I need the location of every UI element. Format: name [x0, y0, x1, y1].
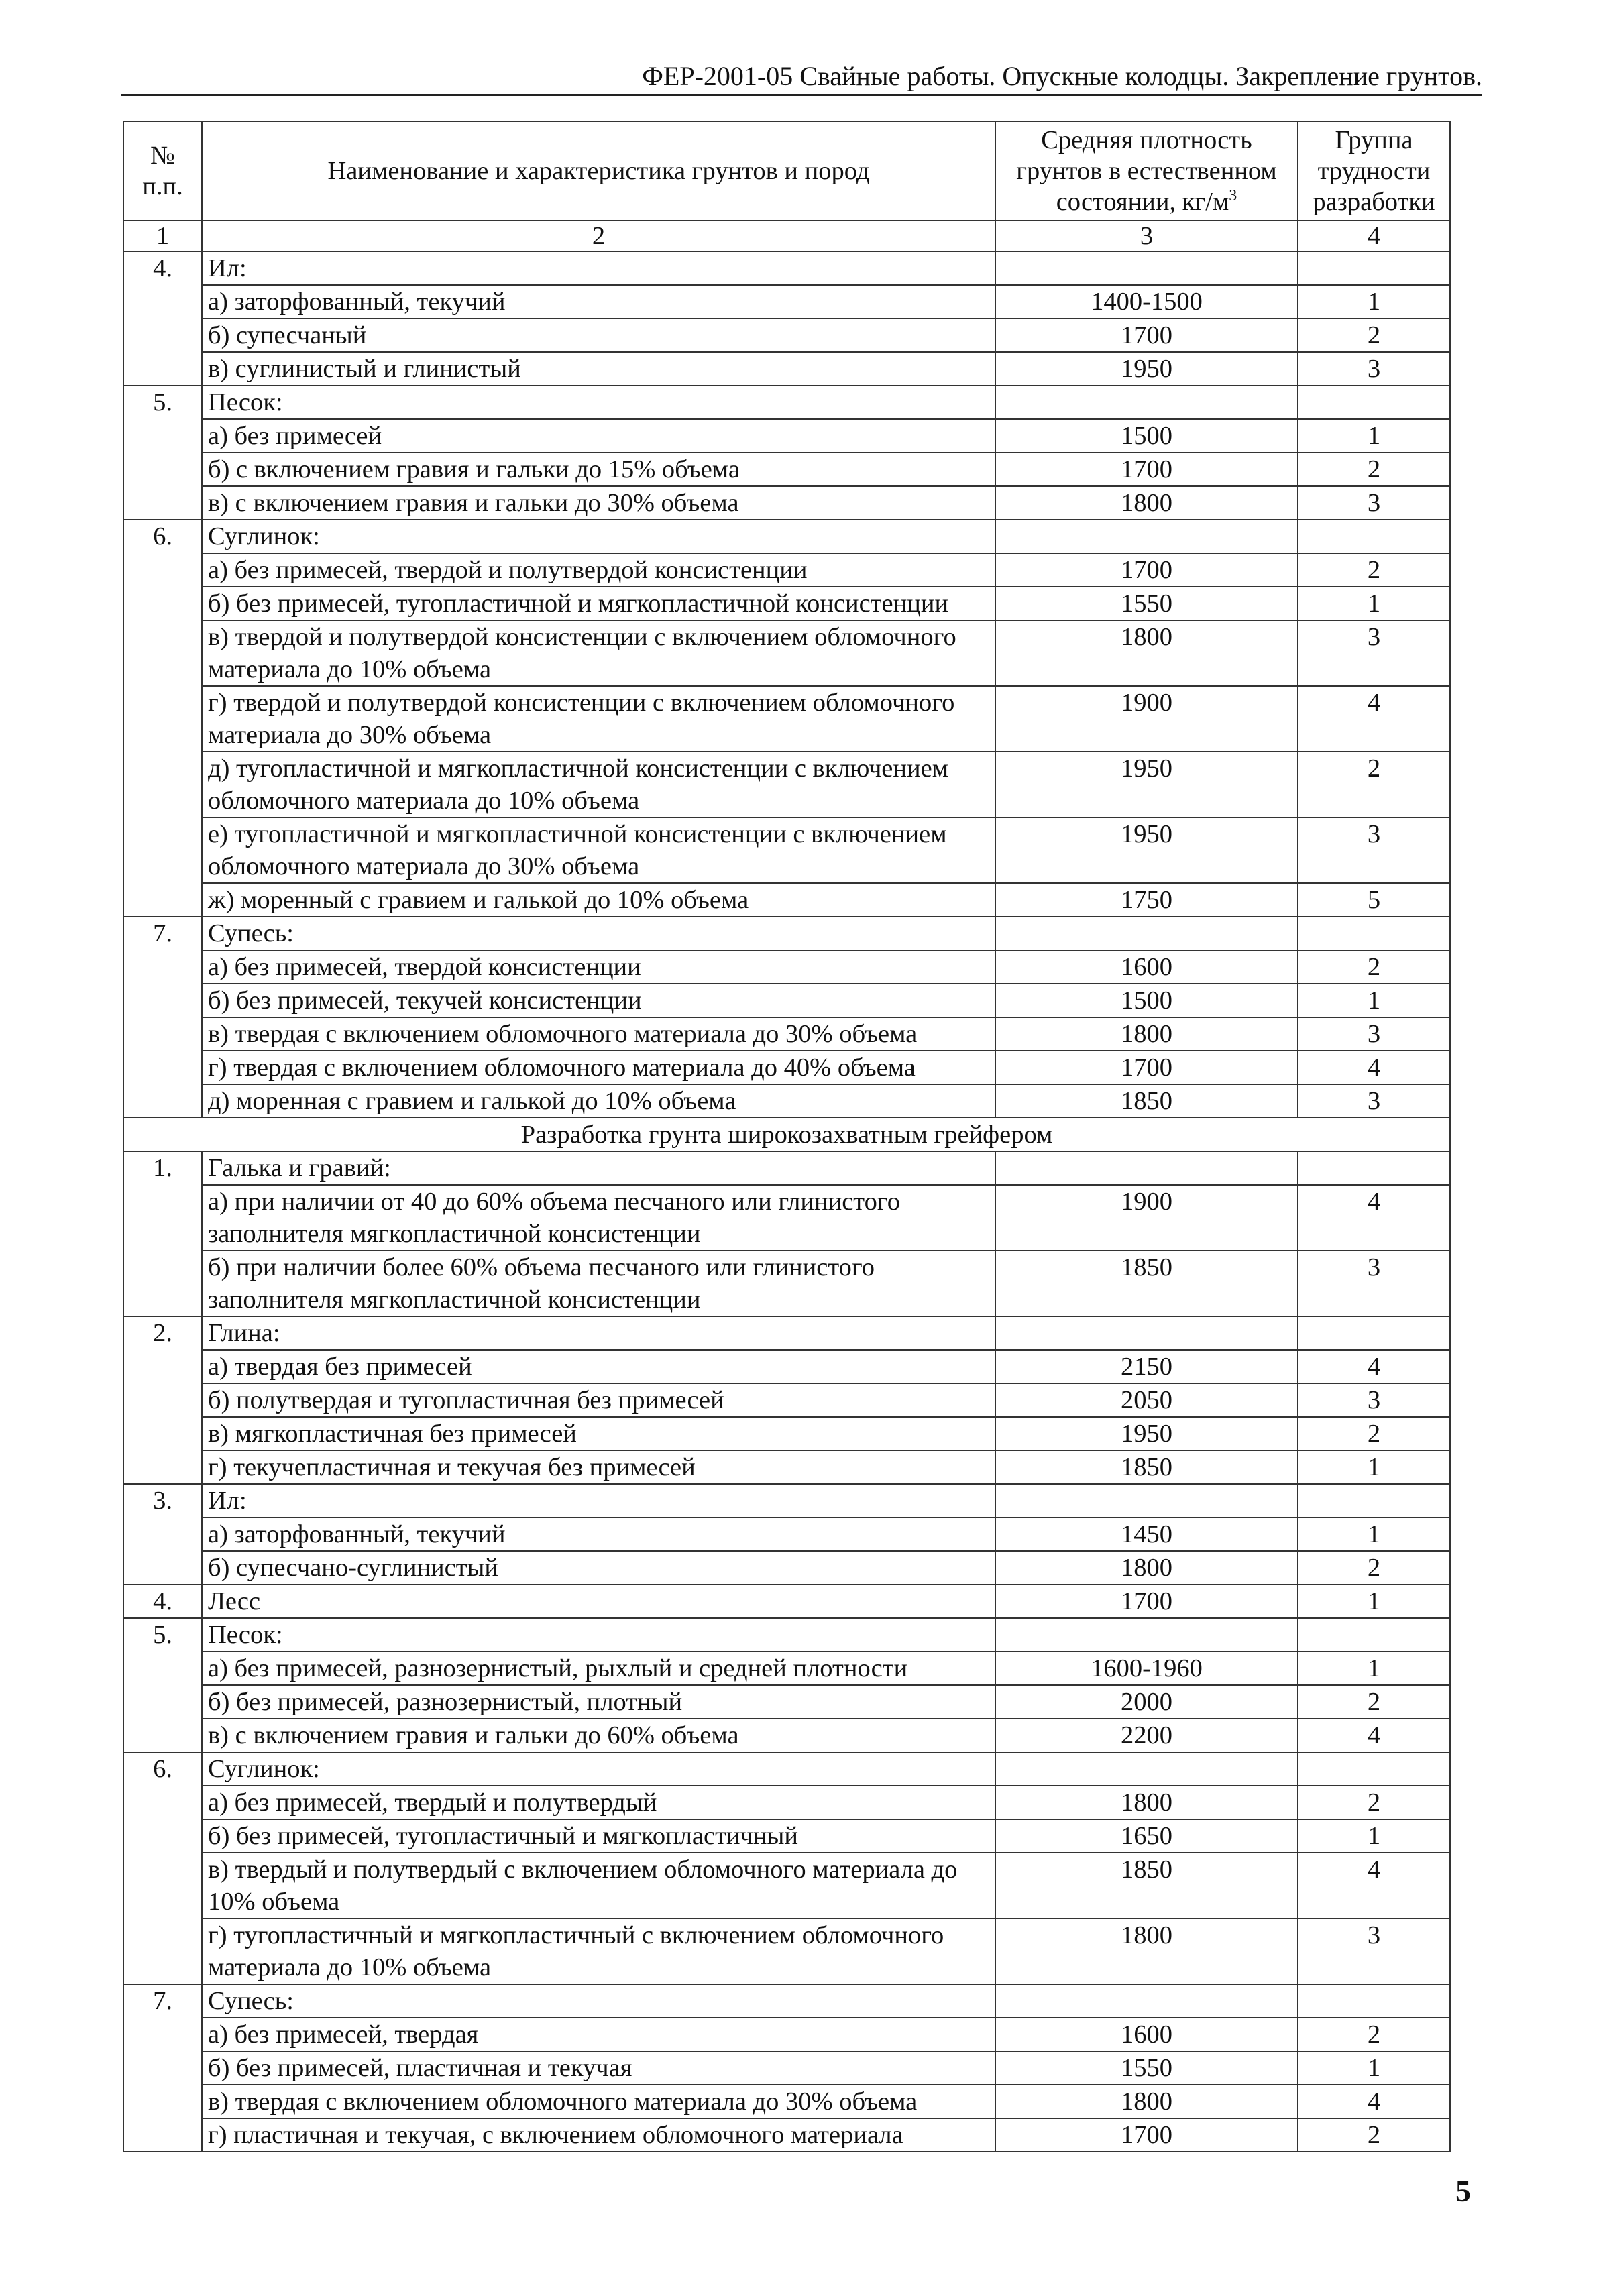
- group-title: Супесь:: [202, 1984, 995, 2018]
- table-body-part2: [123, 1151, 1450, 2152]
- table-row: [123, 950, 1450, 984]
- soil-table: [123, 121, 1451, 2152]
- density-cell: 1400-1500: [995, 285, 1298, 319]
- group-title-row: [123, 251, 1450, 285]
- table-row: [123, 2118, 1450, 2152]
- group-cell: 3: [1298, 620, 1450, 686]
- group-cell: 2: [1298, 553, 1450, 587]
- group-cell: [1298, 1618, 1450, 1652]
- group-title: Лесс: [202, 1585, 995, 1618]
- table-row: [123, 1017, 1450, 1051]
- section-title-row: [123, 1118, 1450, 1151]
- table-row: [123, 1652, 1450, 1685]
- group-cell: 4: [1298, 1051, 1450, 1084]
- table-row: [123, 1719, 1450, 1752]
- density-cell: [995, 917, 1298, 950]
- density-cell: 1800: [995, 620, 1298, 686]
- density-cell: [995, 1984, 1298, 2018]
- density-cell: 1800: [995, 1017, 1298, 1051]
- group-cell: 4: [1298, 2085, 1450, 2118]
- group-cell: 3: [1298, 1251, 1450, 1316]
- group-title: Песок:: [202, 386, 995, 419]
- group-cell: 4: [1298, 1719, 1450, 1752]
- group-cell: 1: [1298, 1450, 1450, 1484]
- density-cell: 1600: [995, 950, 1298, 984]
- group-cell: 2: [1298, 1685, 1450, 1719]
- density-cell: 2050: [995, 1383, 1298, 1417]
- item-number: 3.: [123, 1484, 202, 1585]
- table-row: [123, 1251, 1450, 1316]
- table-row: [123, 2018, 1450, 2051]
- column-number: 4: [1298, 221, 1450, 251]
- density-cell: 1500: [995, 419, 1298, 453]
- density-cell: [995, 386, 1298, 419]
- group-title: Глина:: [202, 1316, 995, 1350]
- group-cell: 3: [1298, 1918, 1450, 1984]
- group-cell: 2: [1298, 1551, 1450, 1585]
- group-title-row: [123, 917, 1450, 950]
- col-header-group: Группа трудности разработки: [1298, 121, 1450, 221]
- soil-description: в) твердый и полутвердый с включением обломочного материала до 10% объема: [202, 1853, 995, 1918]
- soil-description: б) без примесей, текучей консистенции: [202, 984, 995, 1017]
- table-row: [123, 1786, 1450, 1819]
- soil-description: д) моренная с гравием и галькой до 10% объема: [202, 1084, 995, 1118]
- density-cell: 1900: [995, 686, 1298, 752]
- soil-description: в) суглинистый и глинистый: [202, 352, 995, 386]
- group-cell: [1298, 1316, 1450, 1350]
- soil-description: в) твердой и полутвердой консистенции с включением обломочного материала до 10% объема: [202, 620, 995, 686]
- soil-description: б) без примесей, разнозернистый, плотный: [202, 1685, 995, 1719]
- soil-description: в) с включением гравия и гальки до 30% объема: [202, 486, 995, 520]
- group-title: Галька и гравий:: [202, 1151, 995, 1185]
- table-row: [123, 2085, 1450, 2118]
- group-cell: 1: [1298, 1585, 1450, 1618]
- group-cell: [1298, 1151, 1450, 1185]
- soil-description: а) без примесей, твердой и полутвердой консистенции: [202, 553, 995, 587]
- table-row: [123, 453, 1450, 486]
- table-row: [123, 686, 1450, 752]
- density-cell: 2200: [995, 1719, 1298, 1752]
- group-cell: 4: [1298, 686, 1450, 752]
- page-header: ФЕР-2001-05 Свайные работы. Опускные колодцы. Закрепление грунтов.: [642, 61, 1482, 91]
- density-cell: 1800: [995, 1786, 1298, 1819]
- group-title-row: [123, 1151, 1450, 1185]
- item-number: 6.: [123, 520, 202, 917]
- soil-description: в) мягкопластичная без примесей: [202, 1417, 995, 1450]
- density-cell: 1900: [995, 1185, 1298, 1251]
- col-header-density-text: Средняя плотность грунтов в естественном состоянии, кг/м: [1016, 126, 1277, 216]
- table-row: [123, 419, 1450, 453]
- density-cell: 1450: [995, 1517, 1298, 1551]
- soil-description: е) тугопластичной и мягкопластичной консистенции с включением обломочного материала до 30% объема: [202, 817, 995, 883]
- table-row: [123, 1383, 1450, 1417]
- soil-description: г) твердой и полутвердой консистенции с включением обломочного материала до 30% объема: [202, 686, 995, 752]
- col-header-num: № п.п.: [123, 121, 202, 221]
- table-header-row: [123, 121, 1450, 221]
- density-cell: 1600-1960: [995, 1652, 1298, 1685]
- table-row: [123, 352, 1450, 386]
- group-title-row: [123, 1585, 1450, 1618]
- density-cell: [995, 1316, 1298, 1350]
- table-row: [123, 1185, 1450, 1251]
- table-row: [123, 1819, 1450, 1853]
- table-row: [123, 752, 1450, 817]
- density-cell: 1800: [995, 1918, 1298, 1984]
- density-cell: 1700: [995, 319, 1298, 352]
- group-title-row: [123, 1618, 1450, 1652]
- density-cell: 1950: [995, 817, 1298, 883]
- group-cell: 1: [1298, 1517, 1450, 1551]
- density-cell: 1700: [995, 1051, 1298, 1084]
- table-row: [123, 1051, 1450, 1084]
- density-cell: 1700: [995, 553, 1298, 587]
- density-cell: 1800: [995, 1551, 1298, 1585]
- column-number: 3: [995, 221, 1298, 251]
- soil-description: б) без примесей, тугопластичной и мягкопластичной консистенции: [202, 587, 995, 620]
- density-cell: 1950: [995, 1417, 1298, 1450]
- soil-description: б) супесчано-суглинистый: [202, 1551, 995, 1585]
- density-cell: 1750: [995, 883, 1298, 917]
- group-cell: 3: [1298, 1383, 1450, 1417]
- group-cell: [1298, 520, 1450, 553]
- group-cell: 1: [1298, 1819, 1450, 1853]
- density-cell: [995, 251, 1298, 285]
- group-cell: 5: [1298, 883, 1450, 917]
- group-cell: 4: [1298, 1185, 1450, 1251]
- group-cell: 2: [1298, 2018, 1450, 2051]
- soil-description: а) без примесей, разнозернистый, рыхлый и средней плотности: [202, 1652, 995, 1685]
- soil-description: в) твердая с включением обломочного материала до 30% объема: [202, 1017, 995, 1051]
- table-row: [123, 1084, 1450, 1118]
- soil-description: а) без примесей, твердый и полутвердый: [202, 1786, 995, 1819]
- table-row: [123, 883, 1450, 917]
- soil-description: а) без примесей: [202, 419, 995, 453]
- group-cell: 2: [1298, 1417, 1450, 1450]
- group-cell: [1298, 1752, 1450, 1786]
- density-cell: 1800: [995, 486, 1298, 520]
- header-rule: [121, 94, 1482, 96]
- table-body-part1: [123, 251, 1450, 1118]
- group-cell: 1: [1298, 587, 1450, 620]
- table-row: [123, 319, 1450, 352]
- item-number: 1.: [123, 1151, 202, 1316]
- group-title: Суглинок:: [202, 520, 995, 553]
- group-cell: 1: [1298, 2051, 1450, 2085]
- item-number: 7.: [123, 917, 202, 1118]
- group-cell: 2: [1298, 752, 1450, 817]
- item-number: 7.: [123, 1984, 202, 2152]
- density-cell: [995, 1618, 1298, 1652]
- table-row: [123, 620, 1450, 686]
- table-row: [123, 1417, 1450, 1450]
- density-cell: 1550: [995, 2051, 1298, 2085]
- soil-description: б) полутвердая и тугопластичная без примесей: [202, 1383, 995, 1417]
- table-row: [123, 1551, 1450, 1585]
- table-row: [123, 486, 1450, 520]
- soil-description: б) с включением гравия и гальки до 15% объема: [202, 453, 995, 486]
- table-row: [123, 1450, 1450, 1484]
- group-cell: [1298, 917, 1450, 950]
- col-header-density-unit-exponent: 3: [1229, 187, 1237, 205]
- section-title: Разработка грунта широкозахватным грейфером: [123, 1118, 1450, 1151]
- table-row: [123, 1350, 1450, 1383]
- table-row: [123, 984, 1450, 1017]
- soil-description: а) заторфованный, текучий: [202, 285, 995, 319]
- group-title-row: [123, 386, 1450, 419]
- item-number: 5.: [123, 1618, 202, 1752]
- group-cell: 2: [1298, 2118, 1450, 2152]
- soil-description: б) без примесей, тугопластичный и мягкопластичный: [202, 1819, 995, 1853]
- group-cell: 1: [1298, 1652, 1450, 1685]
- item-number: 4.: [123, 251, 202, 386]
- density-cell: 1800: [995, 2085, 1298, 2118]
- group-title-row: [123, 1752, 1450, 1786]
- soil-description: ж) моренный с гравием и галькой до 10% объема: [202, 883, 995, 917]
- density-cell: 1950: [995, 352, 1298, 386]
- density-cell: 1550: [995, 587, 1298, 620]
- density-cell: 1500: [995, 984, 1298, 1017]
- group-cell: [1298, 1984, 1450, 2018]
- group-title: Супесь:: [202, 917, 995, 950]
- density-cell: [995, 1151, 1298, 1185]
- density-cell: [995, 1484, 1298, 1517]
- group-cell: 2: [1298, 950, 1450, 984]
- soil-description: а) без примесей, твердая: [202, 2018, 995, 2051]
- soil-description: г) твердая с включением обломочного материала до 40% объема: [202, 1051, 995, 1084]
- group-cell: 1: [1298, 285, 1450, 319]
- group-title-row: [123, 1316, 1450, 1350]
- group-title: Песок:: [202, 1618, 995, 1652]
- group-cell: 2: [1298, 1786, 1450, 1819]
- page-number: 5: [1455, 2174, 1471, 2208]
- table-row: [123, 553, 1450, 587]
- group-cell: [1298, 386, 1450, 419]
- density-cell: [995, 520, 1298, 553]
- density-cell: 1650: [995, 1819, 1298, 1853]
- col-header-name: Наименование и характеристика грунтов и пород: [202, 121, 995, 221]
- soil-description: г) текучепластичная и текучая без примесей: [202, 1450, 995, 1484]
- item-number: 4.: [123, 1585, 202, 1618]
- soil-description: а) заторфованный, текучий: [202, 1517, 995, 1551]
- group-cell: 4: [1298, 1350, 1450, 1383]
- table-row: [123, 2051, 1450, 2085]
- group-cell: 1: [1298, 419, 1450, 453]
- soil-description: а) при наличии от 40 до 60% объема песчаного или глинистого заполнителя мягкопластичной консистенции: [202, 1185, 995, 1251]
- item-number: 2.: [123, 1316, 202, 1484]
- group-cell: 3: [1298, 1017, 1450, 1051]
- soil-description: г) тугопластичный и мягкопластичный с включением обломочного материала до 10% объема: [202, 1918, 995, 1984]
- soil-description: б) супесчаный: [202, 319, 995, 352]
- group-title: Ил:: [202, 1484, 995, 1517]
- table-row: [123, 1918, 1450, 1984]
- soil-description: б) при наличии более 60% объема песчаного или глинистого заполнителя мягкопластичной консистенции: [202, 1251, 995, 1316]
- soil-description: в) твердая с включением обломочного материала до 30% объема: [202, 2085, 995, 2118]
- table-row: [123, 587, 1450, 620]
- group-cell: 1: [1298, 984, 1450, 1017]
- col-header-density: [995, 121, 1298, 221]
- item-number: 6.: [123, 1752, 202, 1984]
- density-cell: 1850: [995, 1251, 1298, 1316]
- group-cell: [1298, 1484, 1450, 1517]
- density-cell: 1850: [995, 1853, 1298, 1918]
- table-row: [123, 1853, 1450, 1918]
- group-cell: 4: [1298, 1853, 1450, 1918]
- group-title-row: [123, 520, 1450, 553]
- density-cell: [995, 1752, 1298, 1786]
- density-cell: 1700: [995, 2118, 1298, 2152]
- column-number: 1: [123, 221, 202, 251]
- density-cell: 1600: [995, 2018, 1298, 2051]
- group-title-row: [123, 1484, 1450, 1517]
- soil-description: д) тугопластичной и мягкопластичной консистенции с включением обломочного материала до 10% объема: [202, 752, 995, 817]
- density-cell: 2150: [995, 1350, 1298, 1383]
- group-cell: 3: [1298, 352, 1450, 386]
- group-cell: 3: [1298, 1084, 1450, 1118]
- group-cell: [1298, 251, 1450, 285]
- density-cell: 1850: [995, 1084, 1298, 1118]
- soil-description: а) без примесей, твердой консистенции: [202, 950, 995, 984]
- group-title: Ил:: [202, 251, 995, 285]
- table-row: [123, 285, 1450, 319]
- density-cell: 1700: [995, 1585, 1298, 1618]
- group-cell: 3: [1298, 817, 1450, 883]
- group-title: Суглинок:: [202, 1752, 995, 1786]
- soil-description: г) пластичная и текучая, с включением обломочного материала: [202, 2118, 995, 2152]
- item-number: 5.: [123, 386, 202, 520]
- table-row: [123, 817, 1450, 883]
- table-section-divider: [123, 1118, 1450, 1151]
- soil-description: а) твердая без примесей: [202, 1350, 995, 1383]
- table-row: [123, 1685, 1450, 1719]
- column-numbers-row: [123, 221, 1450, 251]
- group-cell: 3: [1298, 486, 1450, 520]
- group-title-row: [123, 1984, 1450, 2018]
- density-cell: 1850: [995, 1450, 1298, 1484]
- table-row: [123, 1517, 1450, 1551]
- column-number: 2: [202, 221, 995, 251]
- density-cell: 1950: [995, 752, 1298, 817]
- soil-description: в) с включением гравия и гальки до 60% объема: [202, 1719, 995, 1752]
- density-cell: 1700: [995, 453, 1298, 486]
- group-cell: 2: [1298, 453, 1450, 486]
- density-cell: 2000: [995, 1685, 1298, 1719]
- soil-description: б) без примесей, пластичная и текучая: [202, 2051, 995, 2085]
- group-cell: 2: [1298, 319, 1450, 352]
